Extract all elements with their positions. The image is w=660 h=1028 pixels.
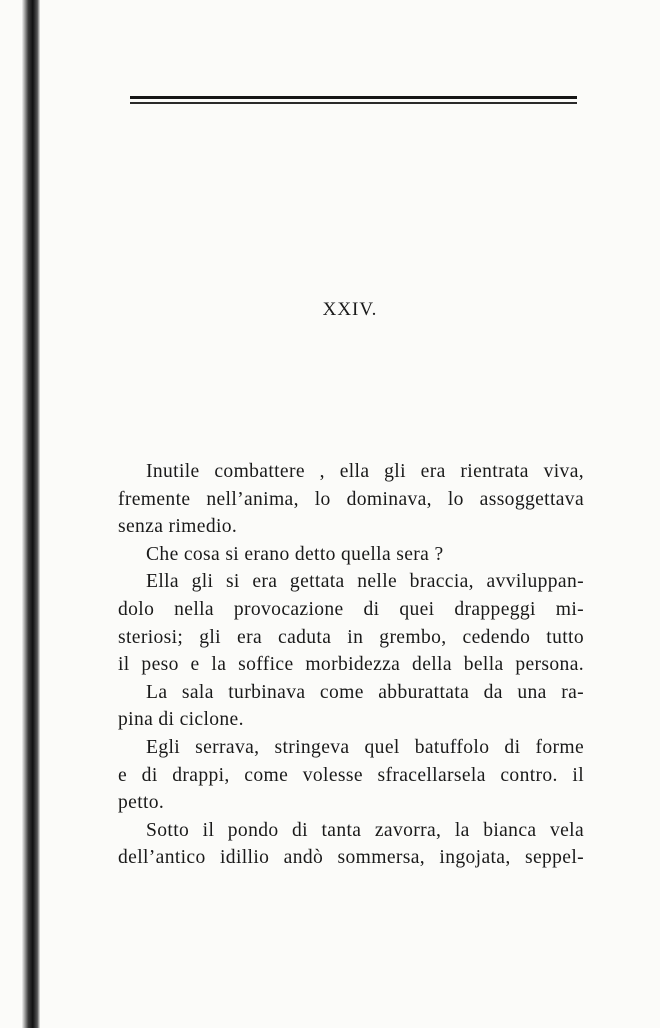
header-double-rule: [130, 96, 577, 104]
page-binding-edge: [22, 0, 40, 1028]
text-line: petto.: [118, 792, 165, 814]
text-line: Sotto il pondo di tanta zavorra, la bianca vela: [146, 819, 584, 841]
text-line: Inutile combattere , ella gli era rientrata viva,: [146, 461, 584, 482]
text-line: il peso e la soffice morbidezza della bella persona.: [118, 654, 584, 676]
text-line: Ella gli si era gettata nelle braccia, avviluppan-: [146, 571, 584, 593]
chapter-body-text: [118, 458, 584, 872]
chapter-heading: XXIV.: [322, 299, 378, 320]
text-line: senza rimedio.: [118, 516, 238, 538]
text-line: dell’antico idillio andò sommersa, ingojata, seppel-: [118, 847, 584, 869]
text-line: Che cosa si erano detto quella sera ?: [146, 543, 444, 565]
text-line: pina di ciclone.: [118, 709, 244, 731]
header-rule-thick: [130, 96, 577, 99]
header-rule-thin: [130, 102, 577, 104]
text-line: e di drappi, come volesse sfracellarsela contro. il: [118, 764, 584, 786]
text-line: fremente nell’anima, lo dominava, lo assoggettava: [118, 488, 584, 510]
text-line: Egli serrava, stringeva quel batuffolo di forme: [146, 736, 584, 758]
text-line: La sala turbinava come abburattata da una ra-: [146, 681, 584, 703]
text-line: steriosi; gli era caduta in grembo, cedendo tutto: [118, 626, 584, 648]
text-line: dolo nella provocazione di quei drappeggi mi-: [118, 598, 584, 620]
